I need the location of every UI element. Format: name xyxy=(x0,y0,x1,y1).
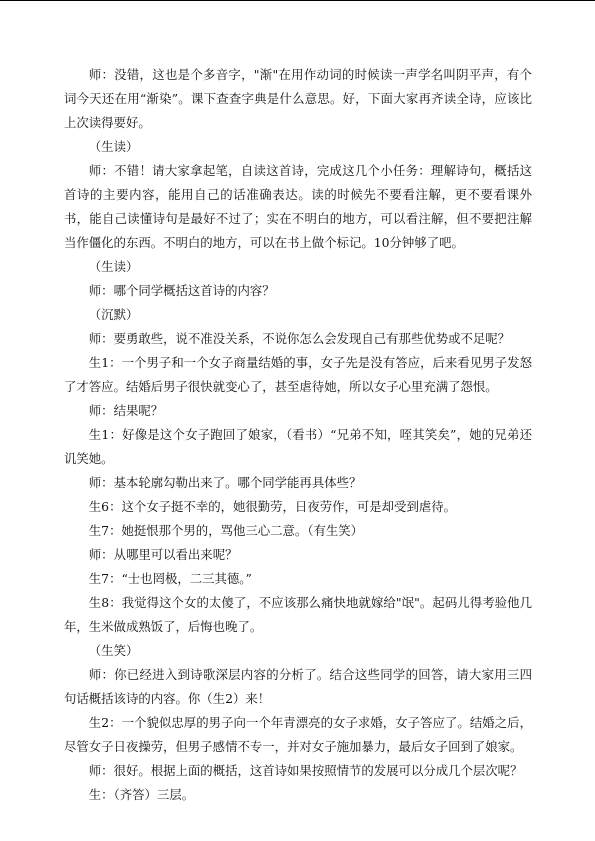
paragraph-20: 师：很好。根据上面的概括，这首诗如果按照情节的发展可以分成几个层次呢？ xyxy=(88,763,523,778)
paragraph-15: 生7：“士也罔极，二三其德。” xyxy=(88,571,252,586)
paragraph-21: 生：（齐答）三层。 xyxy=(88,787,195,802)
paragraph-18: 师：你已经进入到诗歌深层内容的分析了。结合这些同学的回答，请大家用三四句话概括该诗的内容。你（生2）来！ xyxy=(64,667,532,706)
paragraph-10: 生1：好像是这个女子跑回了娘家，（看书）“兄弟不知，咥其笑矣”，她的兄弟还讥笑她。 xyxy=(64,427,532,466)
paragraph-19: 生2：一个貌似忠厚的男子向一个年青漂亮的女子求婚，女子答应了。结婚之后，尽管女子日夜操劳，但男子感情不专一，并对女子施加暴力，最后女子回到了娘家。 xyxy=(64,715,532,754)
paragraph-7: 师：要勇敢些，说不准没关系，不说你怎么会发现自己有那些优势或不足呢？ xyxy=(88,331,511,346)
paragraph-5: 师：哪个同学概括这首诗的内容？ xyxy=(88,283,275,298)
paragraph-1: 师：没错，这也是个多音字，"渐"在用作动词的时候读一声学名叫阴平声，有个词今天还在用“渐染”。课下查查字典是什么意思。好，下面大家再齐读全诗，应该比上次读得要好。 xyxy=(64,67,532,130)
paragraph-13: 生7：她挺恨那个男的，骂他三心二意。（有生笑） xyxy=(88,523,364,538)
paragraph-6: （沉默） xyxy=(88,307,139,322)
paragraph-12: 生6：这个女子挺不幸的，她很勤劳，日夜劳作，可是却受到虐待。 xyxy=(88,499,457,514)
paragraph-8: 生1：一个男子和一个女子商量结婚的事，女子先是没有答应，后来看见男子发怒了才答应。结婚后男子很快就变心了，甚至虐待她，所以女子心里充满了怨恨。 xyxy=(64,355,532,394)
top-border-line xyxy=(0,0,595,1)
document-body xyxy=(64,63,532,807)
paragraph-11: 师：基本轮廓勾勒出来了。哪个同学能再具体些？ xyxy=(88,475,362,490)
paragraph-3: 师：不错！请大家拿起笔，自读这首诗，完成这几个小任务：理解诗句，概括这首诗的主要内容，能用自己的话准确表达。读的时候先不要看注解，更不要看课外书，能自己读懂诗句是最好不过了；实在不明白的地方，可以看注解，但不要把注解当作僵化的东西。不明白的地方，可以在书上做个标记。10分钟够了吧。 xyxy=(64,163,532,250)
paragraph-9: 师：结果呢？ xyxy=(88,403,164,418)
paragraph-17: （生笑） xyxy=(88,643,139,658)
paragraph-14: 师：从哪里可以看出来呢？ xyxy=(88,547,238,562)
paragraph-16: 生8：我觉得这个女的太傻了，不应该那么痛快地就嫁给"氓"。起码儿得考验他几年，生米做成熟饭了，后悔也晚了。 xyxy=(64,595,532,634)
paragraph-2: （生读） xyxy=(88,139,139,154)
paragraph-4: （生读） xyxy=(88,259,139,274)
